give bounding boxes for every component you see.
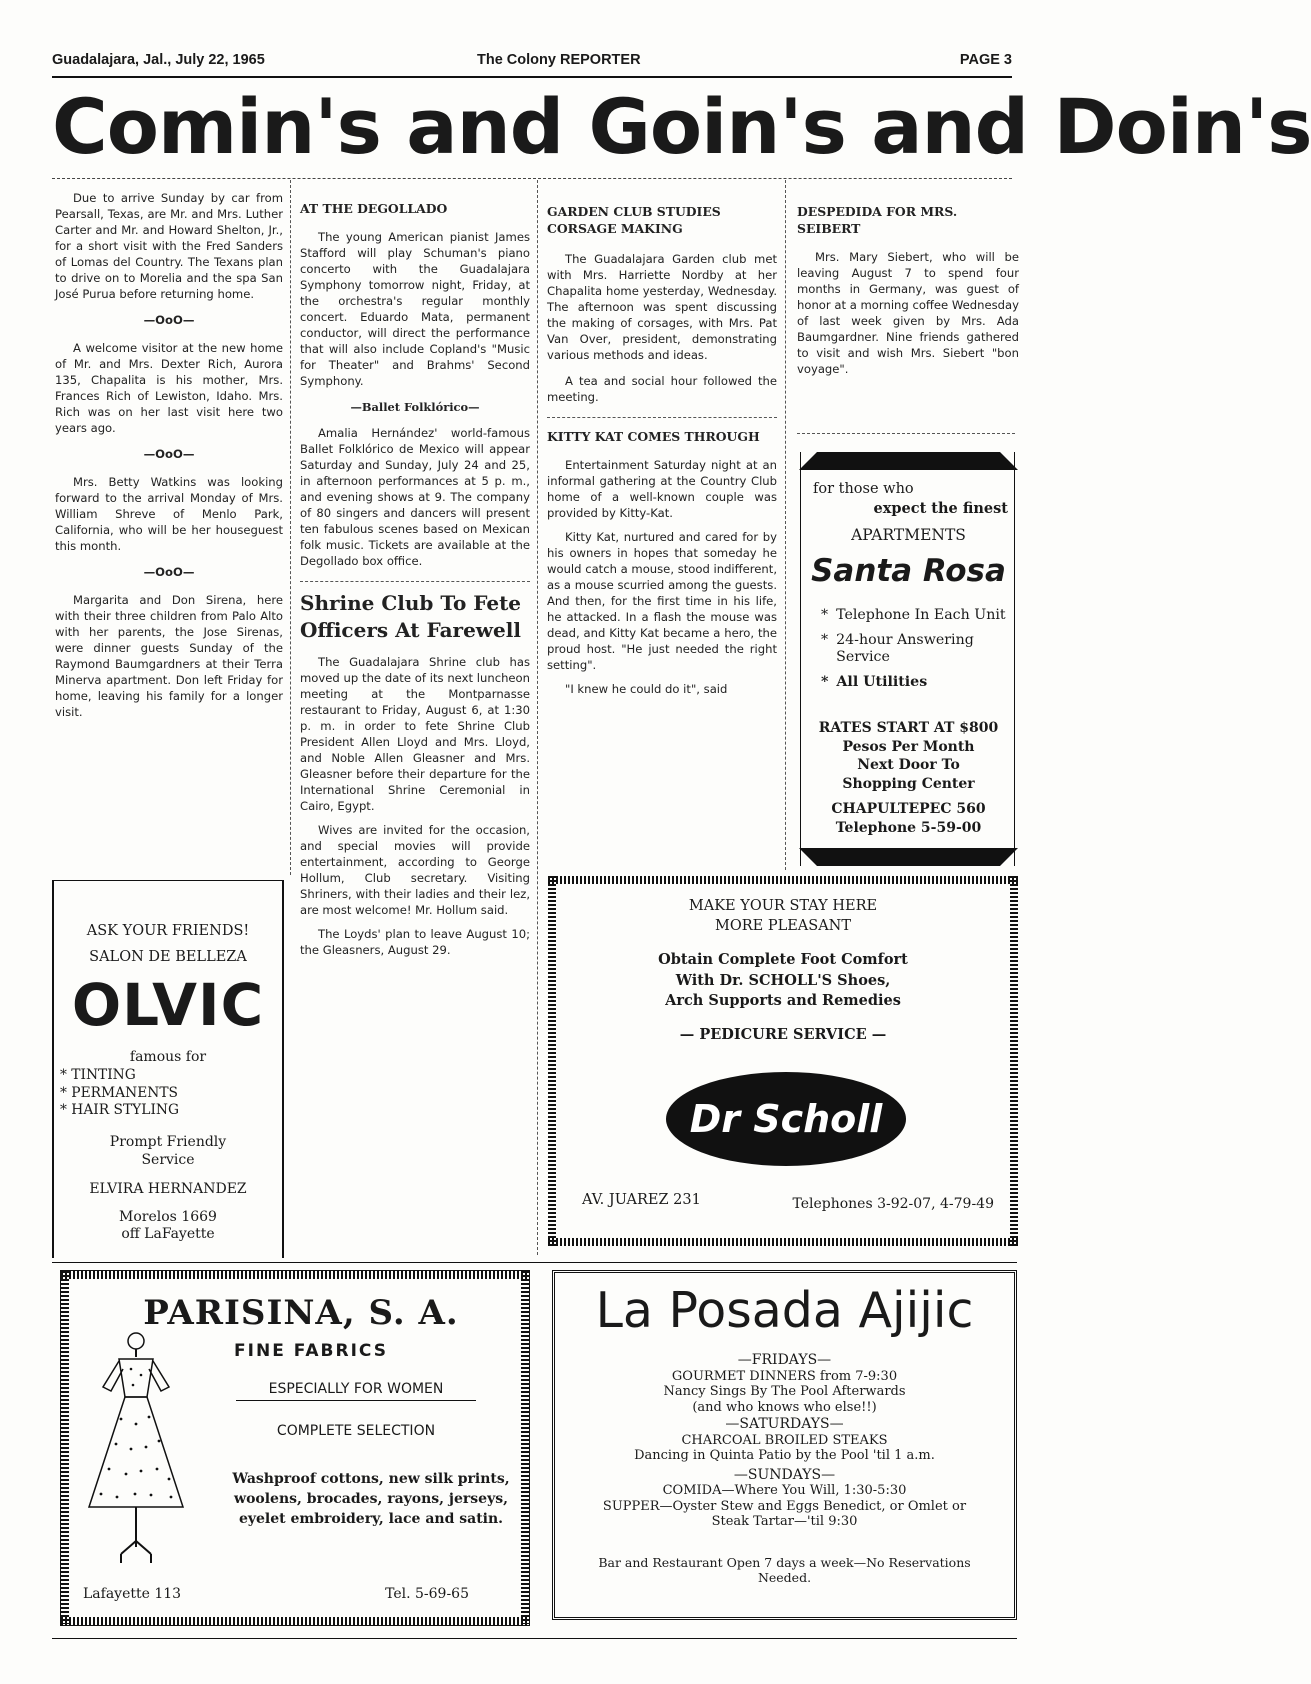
page-number: PAGE 3 (959, 52, 1012, 68)
ad-brand-name: OLVIC (71, 971, 265, 1039)
ad-text: COMPLETE SELECTION (276, 1423, 436, 1439)
article-text: Margarita and Don Sirena, here with their three children from Palo Alto with her parents, the Jose Sirenas, were dinner guests Sunday of the Raymond Baumgardners at their Terra Minerva apartment. Don left Friday for home, leaving his family for a longer visit. (55, 593, 283, 719)
ad-feature-text: Telephone In Each Unit (836, 607, 1006, 623)
ad-rates (801, 719, 1016, 837)
ad-border-left (61, 1271, 69, 1624)
bullet-icon: * (821, 674, 829, 690)
ad-text: (and who knows who else!!) (692, 1399, 877, 1415)
ad-text: Dancing in Quinta Patio by the Pool 'til 1 a.m. (634, 1448, 935, 1463)
column-despedida (797, 203, 1019, 377)
ad-service: — PEDICURE SERVICE — (679, 1026, 887, 1043)
ad-subtitle: FINE FABRICS (234, 1341, 388, 1361)
ad-address: Lafayette 113 (83, 1586, 182, 1602)
ad-santa-rosa (800, 452, 1015, 866)
column-social-notes (55, 190, 283, 720)
article-headline: GARDEN CLUB STUDIES CORSAGE MAKING (547, 204, 721, 236)
column-divider (290, 180, 291, 875)
ad-feature (821, 607, 1011, 691)
ad-services (60, 1067, 179, 1120)
ad-address: CHAPULTEPEC 560 (831, 801, 986, 817)
article-text: The Guadalajara Shrine club has moved up the date of its next luncheon meeting at the Montparnasse restaurant to Friday, August 6, at 1:30 p. m. in order to fete Shrine Club President Allen Lloyd and Mrs. Lloyd, and Noble Allen Gleasner and Mrs. Gleasner before their departure for the International Shrine Ceremonial in Cairo, Egypt. (300, 655, 530, 813)
article-rule (547, 417, 777, 418)
ad-text: APARTMENTS (851, 526, 966, 544)
ad-top-banner (799, 452, 1018, 470)
ad-text: Nancy Sings By The Pool Afterwards (663, 1384, 906, 1399)
ad-text: With Dr. SCHOLL'S Shoes, (675, 971, 891, 989)
bullet-icon: * (821, 607, 829, 623)
ad-address (54, 1209, 282, 1243)
column-divider (537, 180, 538, 1255)
ad-border-top (548, 876, 1018, 884)
ad-address-line: Morelos 1669 (119, 1209, 217, 1225)
ad-feature-text: All Utilities (836, 674, 928, 690)
separator: —OoO— (143, 447, 195, 461)
article-text: Entertainment Saturday night at an informal gathering at the Country Club home of a well-known couple was provided by Kitty-Kat. (547, 458, 777, 520)
section-rule (52, 1262, 1017, 1263)
masthead-rule (52, 178, 1012, 179)
ad-text: MAKE YOUR STAY HERE (688, 898, 878, 914)
ad-phone: Telephone 5-59-00 (835, 819, 982, 836)
ad-address-line: off LaFayette (121, 1226, 215, 1242)
separator: —OoO— (143, 313, 195, 327)
location-date: Guadalajara, Jal., July 22, 1965 (52, 52, 265, 68)
article-text: Mrs. Betty Watkins was looking forward to the arrival Monday of Mrs. William Shreve of Menlo Park, California, who will be her houseguest this month. (55, 475, 283, 553)
article-text: Wives are invited for the occasion, and special movies will provide entertainment, according to George Hollum, Club secretary. Visiting Shriners, with their ladies and their lez, are most welcome! Mr. Hollum said. (300, 823, 530, 917)
ad-text: Shopping Center (842, 775, 975, 792)
ad-border-bottom (61, 1617, 528, 1625)
ad-text: SALON DE BELLEZA (89, 949, 247, 965)
article-headline: AT THE DEGOLLADO (300, 201, 448, 216)
article-text: Kitty Kat, nurtured and cared for by his owners in hopes that someday he would catch a mouse, stood indifferent, as a mouse scurried among the guests. And then, for the first time in his life, he attacked. In a flash the mouse was dead, and Kitty Kat became a hero, the proud host. "He just needed the right setting". (547, 530, 778, 672)
ad-text: Obtain Complete Foot Comfort (658, 951, 908, 968)
ad-brand-name: Santa Rosa (811, 553, 1006, 589)
bullet-icon: * (821, 632, 829, 648)
masthead-title: Comin's and Goin's and Doin's (52, 82, 1311, 171)
ad-text: ESPECIALLY FOR WOMEN (236, 1381, 476, 1401)
ad-border-right (521, 1271, 529, 1624)
dress-illustration-icon (81, 1329, 191, 1569)
article-text: The Guadalajara Garden club met with Mrs. Harriette Nordby at her Chapalita home yesterday, Wednesday. The afternoon was spent discussing the making of corsages, with Mrs. Pat Van Over, president, demonstrating various methods and ideas. (547, 252, 777, 362)
ad-text: for those who (813, 481, 914, 497)
ad-service: TINTING (71, 1067, 136, 1083)
ad-text: Arch Supports and Remedies (665, 992, 901, 1009)
ad-phone: Tel. 5-69-65 (385, 1586, 469, 1602)
article-text: Amalia Hernández' world-famous Ballet Folklórico de Mexico will appear Saturday and Sunday, July 24 and 25, in afternoon performances at 5 p. m., and evening shows at 9. The company of 80 singers and dancers will present ten fabulous scenes based on Mexican folk music. Tickets are available at the Degollado box office. (300, 426, 530, 568)
ad-day-heading: —FRIDAYS— (737, 1352, 832, 1368)
article-rule (797, 433, 1015, 434)
ad-brand-name: PARISINA, S. A. (143, 1293, 459, 1333)
ad-footer: Bar and Restaurant Open 7 days a week—No Reservations Needed. (598, 1555, 971, 1585)
ad-text: COMIDA—Where You Will, 1:30-5:30 (662, 1483, 907, 1498)
article-text: Due to arrive Sunday by car from Pearsall, Texas, are Mr. and Mrs. Luther Carter and Mr. and Howard Shelton, Jr., for a short visit with the Fred Sanders of Lomas del Country. The Texans plan to drive on to Morelia and the spa San José Purua before returning home. (55, 191, 283, 301)
article-text: "I knew he could do it", said (565, 682, 728, 696)
ad-headline (548, 896, 1018, 936)
ad-dr-scholl (548, 876, 1018, 1246)
article-text: The young American pianist James Stafford will play Schuman's piano concerto with the Guadalajara Symphony tomorrow night, Friday, at the orchestra's regular monthly concert. Eduardo Mata, permanent conductor, will direct the performance that will also include Copland's "Music for Theater" and Brahms' Second Symphony. (300, 230, 530, 388)
paper-name: The Colony REPORTER (477, 52, 641, 68)
column-garden-club (547, 203, 777, 697)
ad-text: GOURMET DINNERS from 7-9:30 (671, 1368, 898, 1384)
ad-description: Washproof cottons, new silk prints, woolens, brocades, rayons, jerseys, eyelet embroidery, lace and satin. (232, 1471, 510, 1527)
article-headline: KITTY KAT COMES THROUGH (547, 429, 760, 444)
article-text: Mrs. Mary Siebert, who will be leaving August 7 to spend four months in Germany, was guest of honor at a morning coffee Wednesday of last week given by Mrs. Ada Baumgardner. Nine friends gathered to visit and wish Mrs. Siebert "bon voyage". (797, 250, 1019, 376)
dr-scholl-logo: Dr Scholl (666, 1072, 906, 1166)
ad-text: Pesos Per Month (842, 738, 975, 755)
ad-day-heading: —SATURDAYS— (725, 1416, 844, 1432)
column-divider (785, 180, 786, 870)
article-text: A tea and social hour followed the meeting. (547, 374, 777, 404)
ad-la-posada (552, 1270, 1017, 1620)
ad-text: Next Door To (857, 757, 960, 773)
ad-text: ASK YOUR FRIENDS! (86, 923, 250, 939)
article-text: A welcome visitor at the new home of Mr. and Mrs. Dexter Rich, Aurora 135, Chapalita is his mother, Mrs. Frances Rich of Lewiston, Idaho. Mrs. Rich was on her last visit here two years ago. (55, 341, 283, 435)
ad-text: CHARCOAL BROILED STEAKS (681, 1432, 888, 1448)
article-text: The Loyds' plan to leave August 10; the Gleasners, August 29. (300, 927, 530, 957)
article-subhead: —Ballet Folklórico— (350, 400, 480, 414)
ad-text: SUPPER—Oyster Stew and Eggs Benedict, or Omlet or Steak Tartar—'til 9:30 (602, 1498, 967, 1529)
header-rule (52, 76, 1012, 78)
ad-text: MORE PLEASANT (714, 918, 852, 934)
ad-address: AV. JUAREZ 231 (582, 1192, 701, 1208)
ad-border-top (61, 1271, 528, 1279)
article-headline: DESPEDIDA FOR MRS. SEIBERT (797, 204, 958, 236)
column-degollado (300, 200, 530, 958)
page-header (52, 52, 1012, 78)
ad-olvic (52, 880, 284, 1258)
article-headline: Shrine Club To Fete Officers At Farewell (300, 591, 522, 642)
ad-text: famous for (129, 1049, 207, 1065)
ad-bottom-banner (799, 848, 1018, 866)
ad-service: PERMANENTS (71, 1084, 179, 1101)
ad-brand-name: La Posada Ajijic (595, 1282, 974, 1339)
bullet-icon: * (60, 1067, 72, 1083)
ad-schedule (555, 1353, 1014, 1530)
ad-service: HAIR STYLING (71, 1102, 179, 1118)
ad-parisina (60, 1270, 530, 1626)
ad-day-heading: —SUNDAYS— (733, 1466, 836, 1483)
page-bottom-rule (52, 1638, 1017, 1639)
ad-text: expect the finest (873, 500, 1008, 517)
article-rule (300, 581, 530, 582)
ad-body (548, 950, 1018, 1012)
separator: —OoO— (143, 565, 195, 579)
ad-text: Prompt Friendly Service (109, 1134, 227, 1168)
ad-text: RATES START AT $800 (818, 720, 999, 736)
ad-owner: ELVIRA HERNANDEZ (89, 1181, 247, 1197)
ad-phone: Telephones 3-92-07, 4-79-49 (792, 1196, 994, 1212)
bullet-icon: * (60, 1102, 72, 1118)
bullet-icon: * (60, 1084, 72, 1101)
ad-feature-text: 24-hour Answering Service (836, 632, 974, 665)
ad-border-bottom (548, 1238, 1018, 1246)
